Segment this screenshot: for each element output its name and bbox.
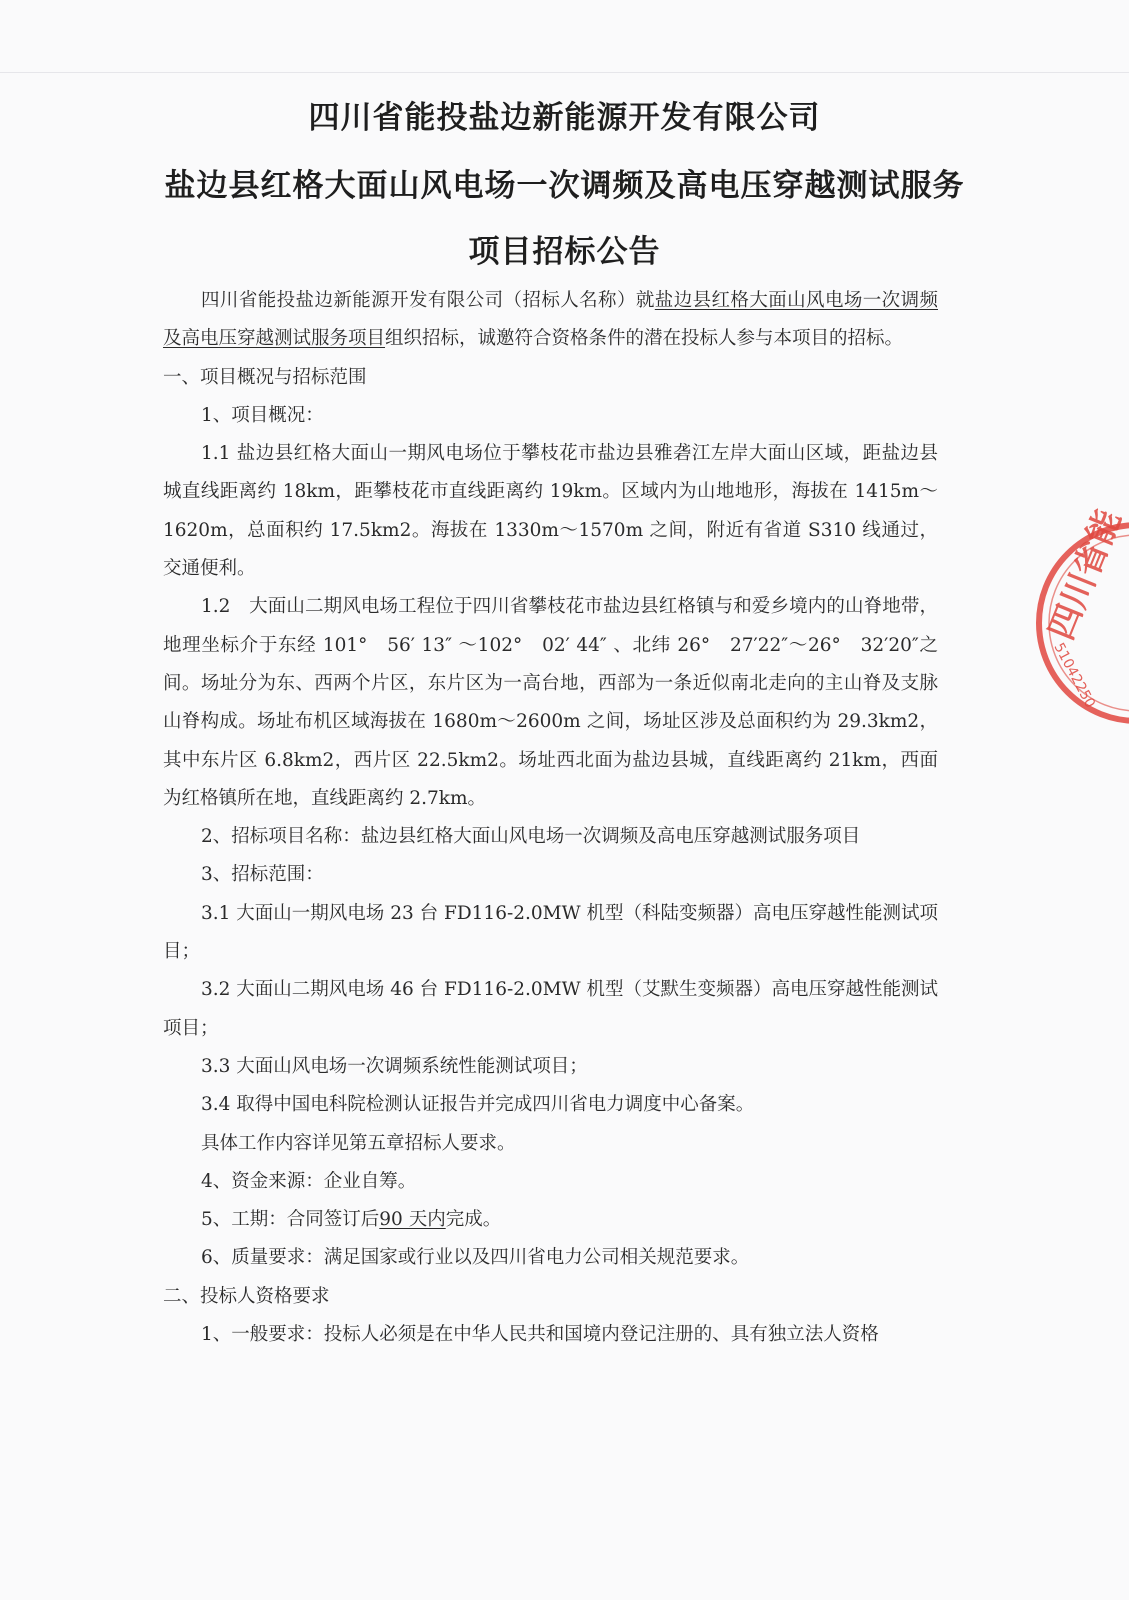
- overview-phase1: 1.1 盐边县红格大面山一期风电场位于攀枝花市盐边县雅砻江左岸大面山区域，距盐边县城直线距离约 18km，距攀枝花市直线距离约 19km。区域内为山地地形，海拔在 1415m～1620m，总面积约 17.5km2。海拔在 1330m～1570m 之间，附近有省道 S310 线通过，交通便利。: [163, 443, 938, 580]
- document-body: [163, 282, 938, 1354]
- period-days: 90 天内: [379, 1209, 446, 1231]
- period-pre: 5、工期：合同签订后: [201, 1209, 380, 1231]
- seal-text-bottom: 51042250: [1050, 640, 1099, 711]
- section2-heading: 二、投标人资格要求: [163, 1285, 330, 1307]
- scope-heading: 3、招标范围：: [201, 864, 324, 886]
- scope-item-3-1: 3.1 大面山一期风电场 23 台 FD116-2.0MW 机型（科陆变频器）高电压穿越性能测试项目；: [163, 902, 938, 963]
- scope-see-also: 具体工作内容详见第五章招标人要求。: [201, 1132, 516, 1154]
- title-notice: 项目招标公告: [468, 234, 661, 270]
- scope-item-3-2: 3.2 大面山二期风电场 46 台 FD116-2.0MW 机型（艾默生变频器）高电压穿越性能测试项目；: [163, 979, 938, 1039]
- funding-line: 4、资金来源：企业自筹。: [201, 1170, 417, 1192]
- period-line: [163, 1201, 938, 1239]
- general-requirement: 1、一般要求：投标人必须是在中华人民共和国境内登记注册的、具有独立法人资格: [201, 1324, 879, 1346]
- intro-pre: 四川省能投盐边新能源开发有限公司（招标人名称）就: [201, 290, 655, 311]
- section1-heading: 一、项目概况与招标范围: [163, 366, 367, 388]
- title-company: 四川省能投盐边新能源开发有限公司: [308, 100, 821, 136]
- period-post: 完成。: [445, 1209, 502, 1231]
- official-seal: [1032, 504, 1129, 728]
- overview-phase2: 1.2 大面山二期风电场工程位于四川省攀枝花市盐边县红格镇与和爱乡境内的山脊地带，地理坐标介于东经 101° 56′ 13″ ～102° 02′ 44″ 、北纬 26° 27′22″～26° 32′20″之间。场址分为东、西两个片区，东片区为一高台地，西部为一条近似南北走向的主山脊及支脉山脊构成。场址布机区域海拔在 1680m～2600m 之间，场址区涉及总面积约为 29.3km2，其中东片区 6.8km2，西片区 22.5km2。场址西北面为盐边县城，直线距离约 21km，西面为红格镇所在地，直线距离约 2.7km。: [163, 596, 938, 809]
- intro-paragraph: [163, 282, 938, 359]
- page-edge-line: [0, 72, 1129, 73]
- quality-line: 6、质量要求：满足国家或行业以及四川省电力公司相关规范要求。: [201, 1247, 750, 1269]
- overview-heading: 1、项目概况：: [201, 404, 324, 426]
- seal-text-top: 四川省能: [1041, 504, 1129, 646]
- intro-project-name: 盐边县红格大面山风电场一次调频及高电压穿越测试服务项目: [163, 290, 938, 350]
- scope-item-3-4: 3.4 取得中国电科院检测认证报告并完成四川省电力调度中心备案。: [201, 1094, 755, 1116]
- project-name-line: 2、招标项目名称：盐边县红格大面山风电场一次调频及高电压穿越测试服务项目: [201, 826, 861, 848]
- intro-post: 组织招标，诚邀符合资格条件的潜在投标人参与本项目的招标。: [385, 328, 904, 350]
- title-project: 盐边县红格大面山风电场一次调频及高电压穿越测试服务: [164, 168, 965, 204]
- scope-item-3-3: 3.3 大面山风电场一次调频系统性能测试项目；: [201, 1055, 588, 1077]
